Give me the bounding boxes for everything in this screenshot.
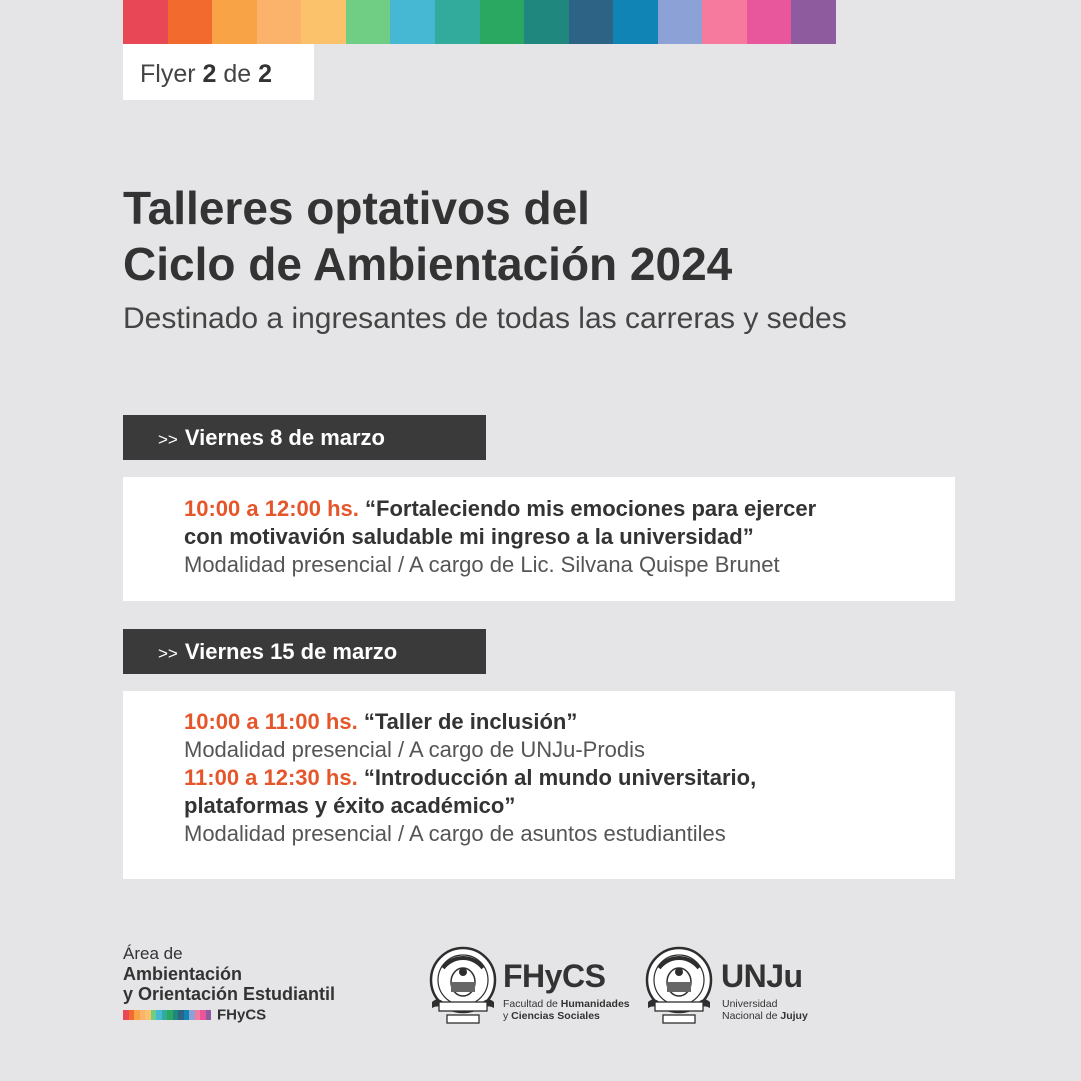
fhycs-sub2-plain: y (503, 1010, 509, 1022)
session-title: “Taller de inclusión” (363, 709, 578, 734)
page-title (123, 180, 732, 292)
fhycs-sub1-bold: Humanidades (560, 998, 630, 1010)
color-stripe (301, 0, 346, 44)
unju-sub2-bold: Jujuy (780, 1010, 808, 1022)
unju-sub2-plain: Nacional de (722, 1010, 778, 1022)
day-header-2 (123, 629, 486, 674)
fhycs-name: FHyCS (503, 958, 606, 994)
double-chevron-icon: >> (158, 430, 178, 449)
title-line-2: Ciclo de Ambientación 2024 (123, 238, 733, 290)
color-stripe (569, 0, 614, 44)
area-logo-line1: Área de (123, 944, 183, 963)
session-time: 10:00 a 12:00 hs. (184, 496, 359, 521)
session-heading (184, 495, 955, 523)
color-stripe (658, 0, 703, 44)
day-label: Viernes 15 de marzo (184, 639, 398, 664)
unju-name: UNJu (721, 958, 803, 994)
color-stripe (390, 0, 435, 44)
session-title: “Introducción al mundo universitario, (363, 765, 757, 790)
mini-stripe (206, 1010, 212, 1020)
title-line-1: Talleres optativos del (123, 182, 590, 234)
flyer-of: de (223, 60, 252, 88)
color-stripe (123, 0, 168, 44)
session-heading (184, 764, 955, 792)
flyer-current: 2 (202, 60, 217, 88)
session-time: 10:00 a 11:00 hs. (184, 709, 358, 734)
color-stripe (168, 0, 213, 44)
flyer-total: 2 (258, 60, 273, 88)
session-title-cont: plataformas y éxito académico” (184, 793, 516, 818)
area-logo-line2: Ambientación (123, 964, 243, 984)
color-stripe (212, 0, 257, 44)
area-logo-line3: y Orientación Estudiantil (123, 984, 336, 1004)
session-meta: Modalidad presencial / A cargo de asuntos estudiantiles (184, 821, 726, 846)
session-title: “Fortaleciendo mis emociones para ejercer (365, 496, 817, 521)
color-stripe (524, 0, 569, 44)
day-header-1 (123, 415, 486, 460)
university-seal-icon (429, 944, 497, 1028)
session-card-1 (123, 477, 955, 601)
fhycs-subtitle (503, 998, 630, 1022)
day-label: Viernes 8 de marzo (184, 425, 385, 450)
color-stripe (613, 0, 658, 44)
unju-sub1: Universidad (722, 998, 778, 1010)
page-subtitle: Destinado a ingresantes de todas las carreras y sedes (123, 302, 847, 335)
footer-logos (123, 944, 823, 1034)
university-seal-icon (645, 944, 713, 1028)
session-meta: Modalidad presencial / A cargo de Lic. Silvana Quispe Brunet (184, 552, 780, 577)
color-stripe (257, 0, 302, 44)
color-stripe (435, 0, 480, 44)
session-meta: Modalidad presencial / A cargo de UNJu-Prodis (184, 737, 646, 762)
session-title-cont: con motivavión saludable mi ingreso a la universidad” (184, 524, 754, 549)
color-stripe (702, 0, 747, 44)
double-chevron-icon: >> (158, 644, 178, 663)
color-stripe (480, 0, 525, 44)
color-stripe (791, 0, 836, 44)
color-stripe-bar (123, 0, 836, 44)
area-logo-tag: FHyCS (217, 1006, 267, 1024)
mini-color-stripe (123, 1010, 211, 1020)
flyer-counter (123, 44, 314, 100)
session-heading (184, 708, 955, 736)
session-card-2 (123, 691, 955, 879)
fhycs-sub1-plain: Facultad de (503, 998, 558, 1010)
color-stripe (346, 0, 391, 44)
flyer-label: Flyer (140, 60, 196, 88)
unju-subtitle (722, 998, 808, 1022)
fhycs-sub2-bold: Ciencias Sociales (511, 1010, 600, 1022)
color-stripe (747, 0, 792, 44)
area-ambientacion-logo (123, 944, 413, 1024)
session-time: 11:00 a 12:30 hs. (184, 765, 358, 790)
